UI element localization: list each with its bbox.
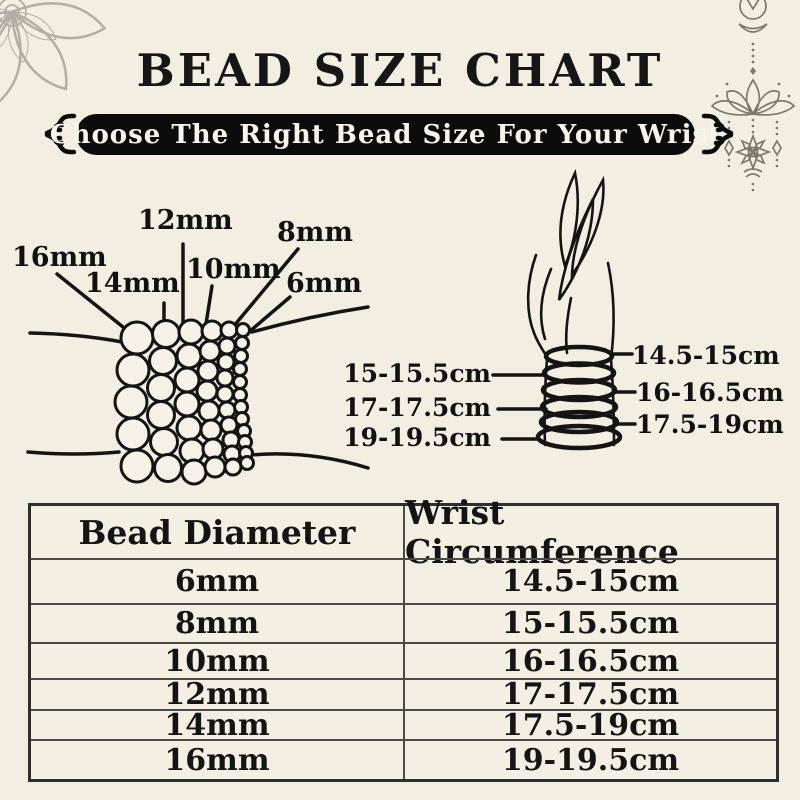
wrist-size-label-17.5-19: 17.5-19cm <box>636 410 784 439</box>
bead-size-label-12mm: 12mm <box>138 205 233 236</box>
wrist-size-label-17-17.5: 17-17.5cm <box>343 393 491 422</box>
table-cell-wrist: 14.5-15cm <box>405 558 776 603</box>
table-cell-bead: 10mm <box>31 642 405 678</box>
bead-size-label-14mm: 14mm <box>85 268 180 299</box>
bead-size-label-8mm: 8mm <box>277 217 353 248</box>
page-title: BEAD SIZE CHART <box>136 44 664 97</box>
table-header-wrist-circumference: Wrist Circumference <box>405 493 679 571</box>
wrist-size-label-19-19.5: 19-19.5cm <box>343 423 491 452</box>
wrist-size-label-15-15.5: 15-15.5cm <box>343 359 491 388</box>
table-cell-wrist: 16-16.5cm <box>405 642 776 678</box>
table-cell-wrist: 17-17.5cm <box>405 678 776 709</box>
table-cell-bead: 6mm <box>31 558 405 603</box>
table-cell-bead: 16mm <box>31 739 405 779</box>
table-cell-bead: 12mm <box>31 678 405 709</box>
bead-size-label-10mm: 10mm <box>186 254 281 285</box>
table-cell-wrist: 19-19.5cm <box>405 739 776 779</box>
flourish-right-icon <box>700 112 740 156</box>
bead-size-label-16mm: 16mm <box>12 242 107 273</box>
bead-size-label-6mm: 6mm <box>286 268 362 299</box>
hand-illustration <box>330 163 800 468</box>
table-cell-wrist: 15-15.5cm <box>405 603 776 642</box>
wrist-size-label-16-16.5: 16-16.5cm <box>636 378 784 407</box>
subtitle-banner <box>49 114 722 155</box>
wrist-size-label-14.5-15: 14.5-15cm <box>632 341 780 370</box>
size-table <box>28 493 779 782</box>
table-cell-bead: 8mm <box>31 603 405 642</box>
table-header-bead-diameter: Bead Diameter <box>31 506 405 558</box>
table-cell-bead: 14mm <box>31 709 405 739</box>
subtitle-text: Choose The Right Bead Size For Your Wrist <box>49 119 722 150</box>
table-cell-wrist: 17.5-19cm <box>405 709 776 739</box>
